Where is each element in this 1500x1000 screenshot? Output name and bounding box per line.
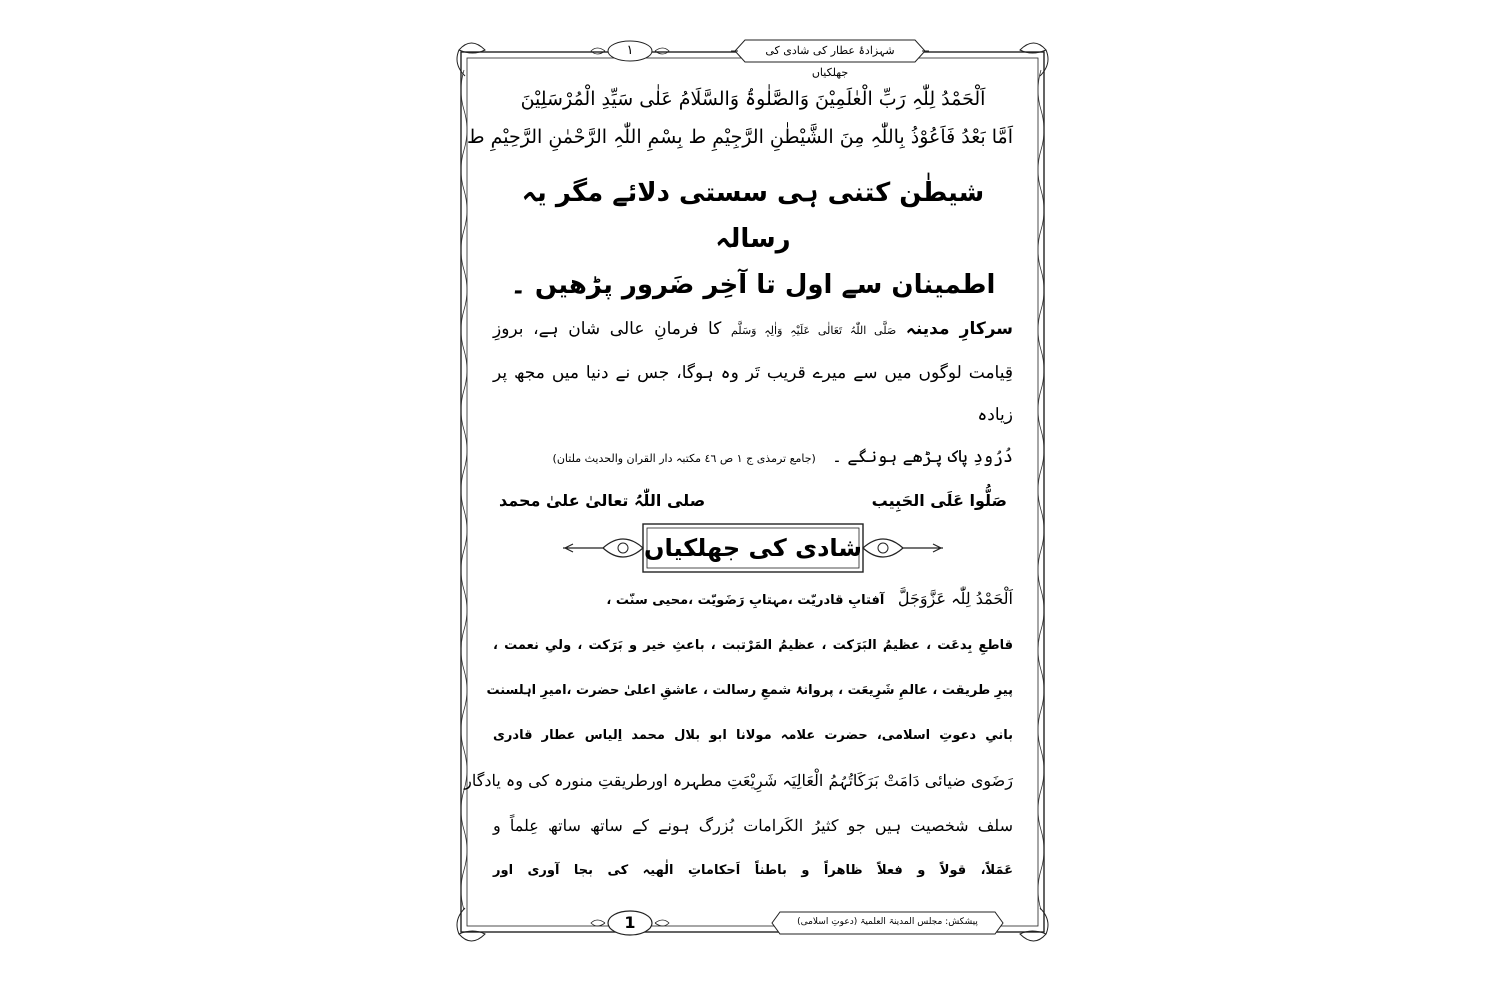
section-title-banner xyxy=(493,520,1013,576)
body-line-1 xyxy=(493,576,1013,623)
hadith-citation: (جامع ترمذی ج ۱ ص ٤٦ مکتبہ دار القران والحدیث ملتان) xyxy=(552,452,816,465)
footer-publisher: پیشکش: مجلس المدینۃ العلمیۃ (دعوتِ اسلامی) xyxy=(797,917,978,927)
body-line-6: سلف شخصیت ہیں جو کثیرُ الکَرامات بُزرگ ہونے کے ساتھ ساتھ عِلماً و xyxy=(493,816,1013,835)
durud-call: صَلُّوا عَلَی الحَبِیب xyxy=(871,491,1007,510)
hadith-lead: سرکارِ مدینہ xyxy=(905,319,1014,339)
body-line-5: رَضَوی ضیائی دَامَتْ بَرَکَاتُہُمُ الْعَالِیَہ شَرِیْعَتِ مطہرہ اورطریقتِ منورہ کی وہ یادگار xyxy=(464,771,1013,790)
body-line-3: پیرِ طریقت ، عالمِ شَرِیعَت ، پروانۂ شمعِ رسالت ، عاشقِ اعلیٰ حضرت ،امیرِ اہلسنت xyxy=(486,683,1013,698)
reading-advice-line-2: اطمینان سے اول تا آخِر ضَرور پڑھیں ۔ xyxy=(510,270,996,300)
body-line-1-rest: آفتابِ قادریّت ،مہتابِ رَضَویّت ،محیی سنّت ، xyxy=(606,593,885,608)
durud-response: صلی اللّٰہُ تعالیٰ علیٰ محمد xyxy=(499,491,706,510)
hadith-text-1: کا فرمانِ عالی شان ہے، بروزِ xyxy=(493,319,722,339)
durud-line xyxy=(493,484,1013,518)
body-line-2: قاطعِ بِدعَت ، عظیمُ البَرَکت ، عظیمُ المَرْتبت ، باعثِ خیر و بَرَکت ، ولیِ نعمت ، xyxy=(493,638,1013,653)
document-page xyxy=(455,30,1050,975)
biography-paragraph xyxy=(464,576,1013,893)
hadith-line-2: قِیامت لوگوں میں سے میرے قریب تَر وہ ہوگا، جس نے دنیا میں مجھ پر زیادہ xyxy=(493,363,1013,425)
reading-advice-line-1: شیطٰن کتنی ہی سستی دلائے مگر یہ رسالہ xyxy=(521,178,985,254)
footer-page-number: 1 xyxy=(624,913,636,932)
body-line-4: بانیِ دعوتِ اسلامی، حضرت علامہ مولانا ابو بلال محمد اِلیاس عطار قادری xyxy=(493,728,1013,743)
body-line-7: عَمَلاً، قولاً و فعلاً ظاھراً و باطناً اَحکاماتِ الٰھیہ کی بجا آوری اور xyxy=(493,863,1013,878)
salutation-text: صَلَّی اللّٰہُ تَعَالٰی عَلَیْہِ وَاٰلِہٖ وَسَلَّم xyxy=(730,324,897,337)
body-line-1-intro: اَلْحَمْدُ لِلّٰہ عَزَّوَجَلَّ xyxy=(897,589,1013,608)
hadith-text-3: دُرُودِ پاک پڑھے ہونگے ۔ xyxy=(832,447,1013,467)
hadith-line-1 xyxy=(493,308,1013,352)
opening-taawwuz-line: اَمَّا بَعْدُ فَاَعُوْذُ بِاللّٰہِ مِنَ الشَّیْطٰنِ الرَّجِیْمِ ط بِسْمِ اللّٰہِ الرَّحْمٰنِ الرَّحِیْمِ ط xyxy=(467,126,1013,148)
header-page-number: ۱ xyxy=(626,43,634,58)
hadith-paragraph xyxy=(493,308,1013,480)
running-header-title: شہزادۂ عطار کی شادی کی جھلکیاں xyxy=(765,44,895,79)
page-content xyxy=(464,80,1014,893)
reading-advice-heading xyxy=(493,170,1013,308)
hadith-line-3 xyxy=(493,436,1013,480)
section-title: شادی کی جھلکیاں xyxy=(643,534,863,562)
opening-praise-line: اَلْحَمْدُ لِلّٰہِ رَبِّ الْعٰلَمِیْنَ وَالصَّلٰوۃُ وَالسَّلَامُ عَلٰی سَیِّدِ الْمُرْسَلِیْنَ xyxy=(520,88,986,110)
